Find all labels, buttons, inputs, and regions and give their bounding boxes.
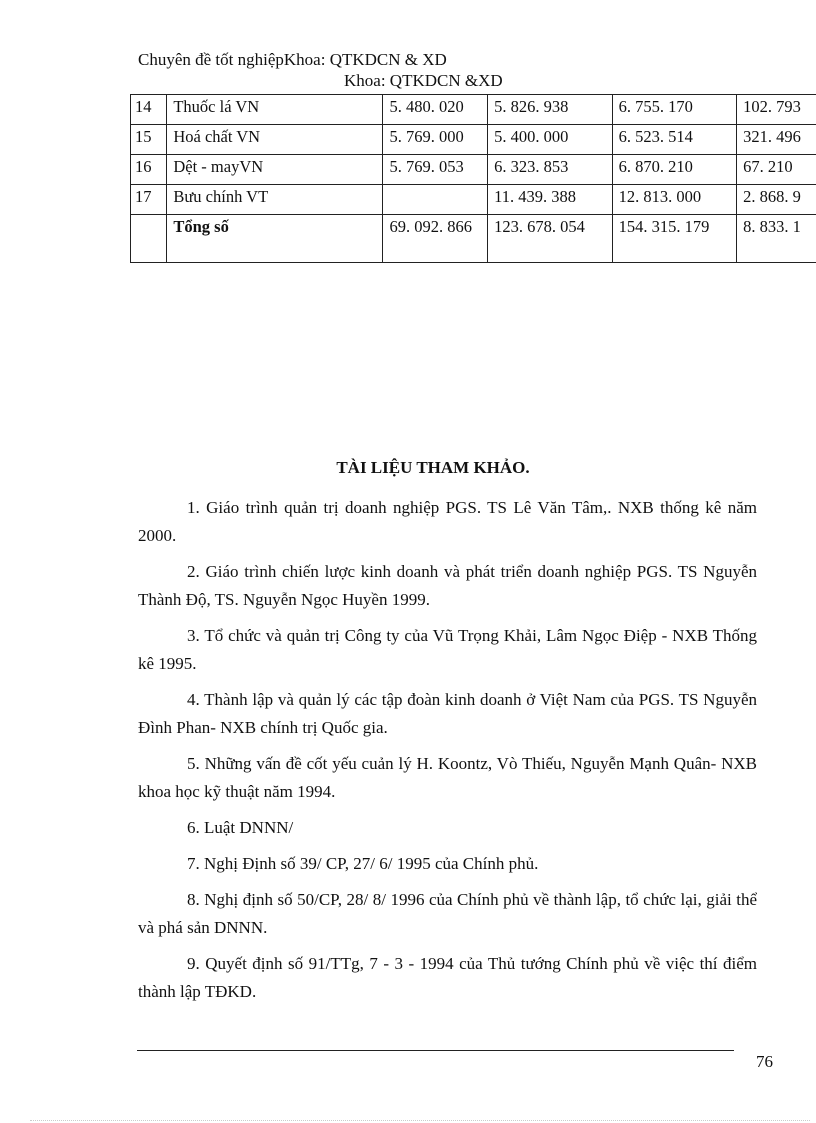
reference-item: 8. Nghị định số 50/CP, 28/ 8/ 1996 của Chính phủ về thành lập, tổ chức lại, giải thể và phá sản DNNN.	[138, 890, 757, 937]
references-list	[138, 494, 757, 1014]
table-row	[131, 125, 816, 155]
table-cell: 6. 323. 853	[488, 155, 612, 185]
enterprise-name: Bưu chính VT	[167, 185, 383, 215]
reference-item: 5. Những vấn đề cốt yếu cuản lý H. Koontz, Vò Thiếu, Nguyễn Mạnh Quân- NXB khoa học kỹ thuật năm 1994.	[138, 754, 757, 801]
table-cell: 11. 439. 388	[488, 185, 612, 215]
reference-item: 4. Thành lập và quản lý các tập đoàn kinh doanh ở Việt Nam của PGS. TS Nguyễn Đình Phan- NXB chính trị Quốc gia.	[138, 690, 757, 737]
table-cell	[383, 185, 488, 215]
enterprise-name: Dệt - mayVN	[167, 155, 383, 185]
reference-item: 3. Tổ chức và quản trị Công ty của Vũ Trọng Khải, Lâm Ngọc Điệp - NXB Thống kê 1995.	[138, 626, 757, 673]
total-row	[131, 215, 816, 263]
reference-item: 1. Giáo trình quản trị doanh nghiệp PGS. TS Lê Văn Tâm,. NXB thống kê năm 2000.	[138, 498, 757, 545]
reference-item: 2. Giáo trình chiến lược kinh doanh và phát triển doanh nghiệp PGS. TS Nguyễn Thành Độ, TS. Nguyễn Ngọc Huyền 1999.	[138, 562, 757, 609]
faculty-header: Khoa: QTKDCN &XD	[344, 71, 503, 90]
table-cell: 5. 769. 053	[383, 155, 488, 185]
table-cell: 154. 315. 179	[612, 215, 736, 263]
table-cell: 5. 400. 000	[488, 125, 612, 155]
table-cell: 2. 868. 9	[737, 185, 816, 215]
table-cell: 123. 678. 054	[488, 215, 612, 263]
row-number: 14	[131, 95, 167, 125]
table-cell: 8. 833. 1	[737, 215, 816, 263]
row-number: 15	[131, 125, 167, 155]
table-cell: 5. 826. 938	[488, 95, 612, 125]
page-number: 76	[756, 1052, 773, 1071]
footer-rule	[137, 1050, 734, 1051]
row-number: 16	[131, 155, 167, 185]
enterprise-name: Thuốc lá VN	[167, 95, 383, 125]
table-cell: 5. 769. 000	[383, 125, 488, 155]
table-cell: 5. 480. 020	[383, 95, 488, 125]
table-cell: 102. 793	[737, 95, 816, 125]
running-header: Chuyên đề tốt nghiệpKhoa: QTKDCN & XD	[138, 50, 447, 69]
data-table	[130, 94, 816, 263]
enterprise-name: Hoá chất VN	[167, 125, 383, 155]
table-cell: 12. 813. 000	[612, 185, 736, 215]
page-bottom-edge	[30, 1120, 810, 1121]
table-row	[131, 95, 816, 125]
reference-item: 7. Nghị Định số 39/ CP, 27/ 6/ 1995 của Chính phủ.	[187, 854, 539, 873]
total-label: Tổng số	[167, 215, 383, 263]
row-number	[131, 215, 167, 263]
table-cell: 67. 210	[737, 155, 816, 185]
table-cell: 6. 755. 170	[612, 95, 736, 125]
row-number: 17	[131, 185, 167, 215]
table-row	[131, 155, 816, 185]
references-title: TÀI LIỆU THAM KHẢO.	[336, 458, 530, 477]
table-cell: 321. 496	[737, 125, 816, 155]
table-cell: 6. 870. 210	[612, 155, 736, 185]
table-row	[131, 185, 816, 215]
table-cell: 69. 092. 866	[383, 215, 488, 263]
reference-item: 6. Luật DNNN/	[187, 818, 294, 837]
reference-item: 9. Quyết định số 91/TTg, 7 - 3 - 1994 của Thủ tướng Chính phủ về việc thí điểm thành lập TĐKD.	[138, 954, 757, 1001]
table-cell: 6. 523. 514	[612, 125, 736, 155]
